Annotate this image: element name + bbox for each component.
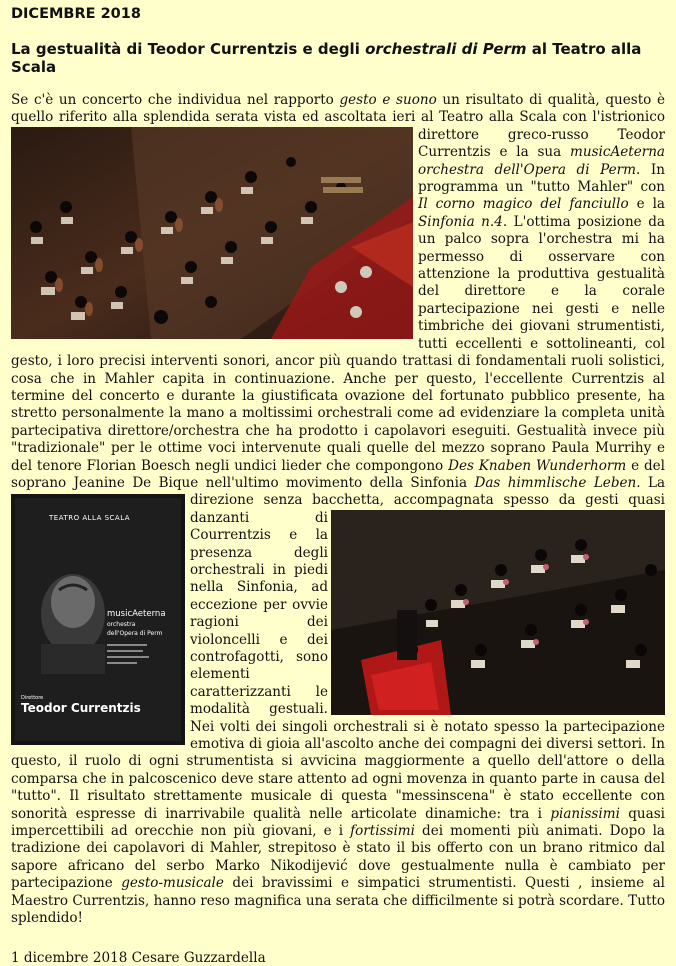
italic-run: musicAeterna orchestra dell'Opera di Perm <box>418 144 665 178</box>
text-run: e la <box>628 196 666 213</box>
text-run: dei bravissimi e simpatici strumentisti. Questi , insieme al Maestro Currentzis, hanno reso magnifica una serata che difficilmente si potrà scordare. Tutto splendido! <box>11 875 665 927</box>
italic-run: fortissimi <box>350 823 415 840</box>
text-run: dei momenti più animati. Dopo la tradizione dei capolavori di Mahler, strepitoso è stato il bis offerto con un brano ritmico dal sapore africano del serbo Marko Nikodijević dove gestualmente nulla è cambiato per partecipazione <box>11 823 665 892</box>
italic-run: gesto-musicale <box>121 875 224 892</box>
section-date: DICEMBRE 2018 <box>11 6 141 22</box>
text-run: Se c'è un concerto che individua nel rapporto <box>11 92 340 108</box>
italic-run: Sinfonia n.4 <box>418 213 503 230</box>
italic-run: gesto e suono <box>339 92 437 108</box>
poster-conductor-label: Direttore <box>21 695 44 702</box>
concert-poster <box>11 494 185 745</box>
article-body <box>11 92 665 928</box>
text-run: . La direzione senza bacchetta, accompagnata spesso da gesti quasi <box>190 474 666 509</box>
text-run: e del soprano Jeanine De Bique nell'ultimo movimento della Sinfonia <box>11 457 665 491</box>
poster-orchestra-1: musicAeterna <box>107 609 166 620</box>
poster-orchestra-2: orchestra <box>107 621 136 629</box>
article-paragraph <box>11 92 665 928</box>
title-italic: orchestrali di Perm <box>365 40 527 58</box>
signature: 1 dicembre 2018 Cesare Guzzardella <box>11 949 266 966</box>
text-run: . In programma un "tutto Mahler" con <box>418 161 665 196</box>
text-run: danzanti di Courrentzis e la presenza degli orchestrali in piedi nella Sinfonia, ad eccezione per ovvie ragioni dei violoncelli e dei controfagotti, sono elementi caratterizzanti le modalità gestuali. Nei volti dei singoli orchestrali si è notato spesso la partecipazione emotiva di gioia all'ascolto anche dei compagni dei diversi settori. In questo, il ruolo di ogni strumentista si avvicina maggiormente a quello dell'attore o della comparsa che in palcoscenico deve stare attento ad ogni movenza in quanto parte in causa del "tutto". Il risultato strettamente musicale di questa "messinscena" è stato eccellente con sonorità espresse di inarrivabile qualità nelle articolate dinamiche: tra i <box>11 509 665 822</box>
poster-venue: TEATRO ALLA SCALA <box>49 514 131 523</box>
text-run: quasi impercettibili ad orecchie non più giovani, e i <box>11 805 665 840</box>
title-part1: La gestualità di Teodor Currentzis e degli <box>11 40 366 58</box>
text-run: direttore greco-russo Teodor Currentzis e la sua <box>418 126 665 161</box>
title-part2: al Teatro alla Scala <box>11 40 642 76</box>
italic-run: Das himmlische Leben <box>474 474 637 491</box>
article-title <box>11 40 665 76</box>
poster-conductor: Teodor Currentzis <box>21 701 141 716</box>
orchestra-photo-1 <box>11 127 413 339</box>
text-run: . L'ottima posizione da un palco sopra l'orchestra mi ha permesso di osservare con attenzione la produttiva gestualità del direttore e la corale partecipazione nei gesti e nelle timbriche dei giovani strumentisti, tutti eccellenti e sottolineanti, col gesto, i loro precisi interventi sonori, ancor più quando trattasi di fondamentali ruoli solistici, cosa che in Mahler capita in continuazione. Anche per questo, l'eccellente Currentzis al termine del concerto e durante la giustificata ovazione del fortunato pubblico presente, ha stretto personalmente la mano a moltissimi orchestrali come ad evidenziare la completa unità partecipativa direttore/orchestra che ha prodotto i capolavori eseguiti. Gestualità invece più "tradizionale" per le ottime voci intervenute quali quelle del mezzo soprano Paula Murrihy e del tenore Florian Boesch negli undici lieder che compongono <box>11 213 665 474</box>
italic-run: Il corno magico del fanciullo <box>418 196 629 213</box>
orchestra-photo-2 <box>331 510 665 715</box>
text-run: un risultato di qualità, questo è quello riferito alla splendida serata vista ed ascoltata ieri al Teatro alla Scala con l'istrionico <box>11 92 665 126</box>
italic-run: pianissimi <box>550 805 620 822</box>
poster-orchestra-3: dell'Opera di Perm <box>107 630 163 638</box>
italic-run: Des Knaben Wunderhorm <box>448 457 627 474</box>
